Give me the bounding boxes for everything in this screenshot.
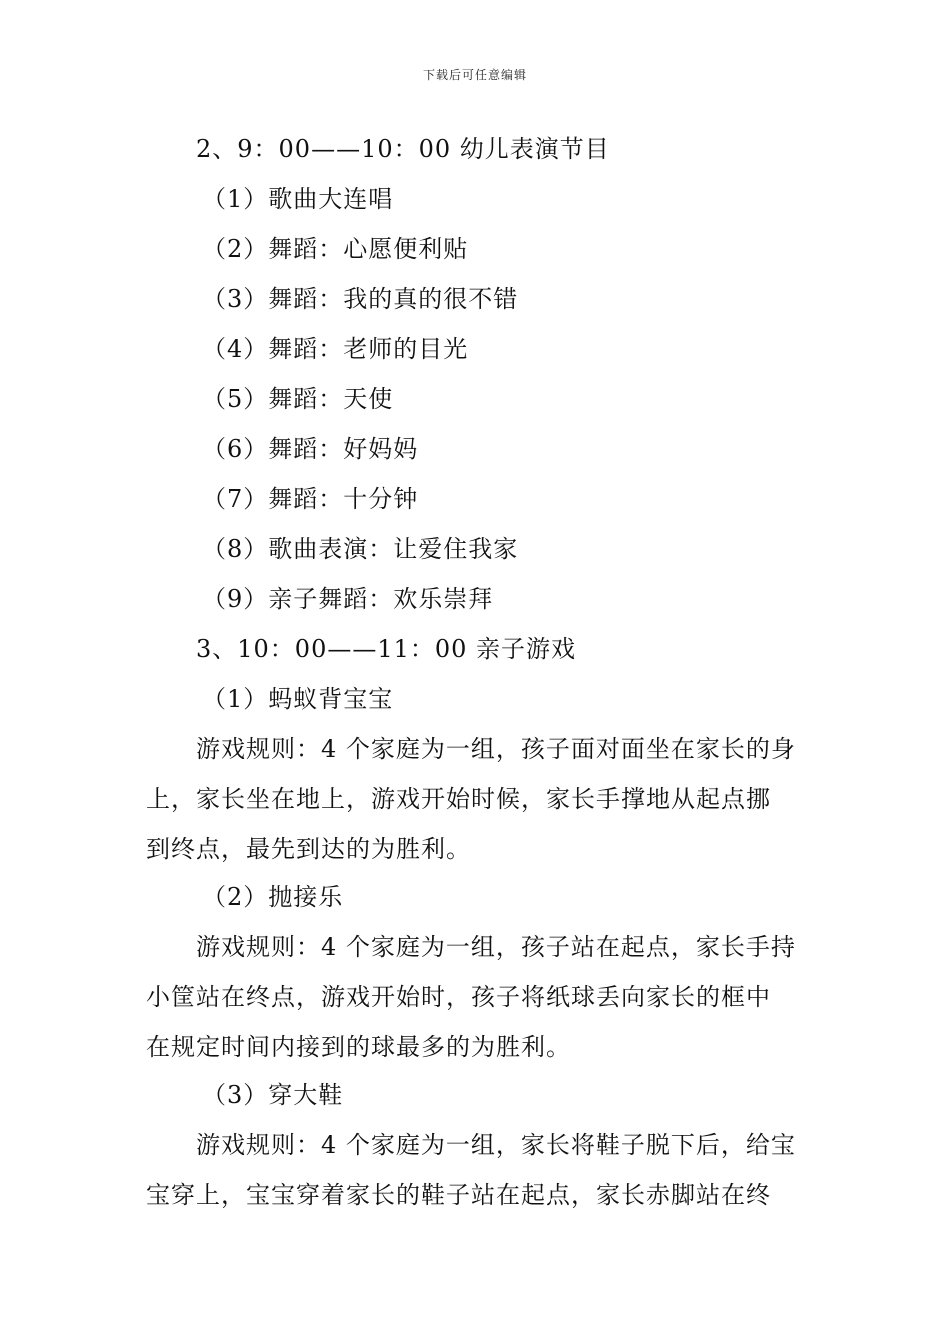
list-item: （4）舞蹈：老师的目光 [202, 335, 469, 363]
game-rules-text: 游戏规则：4 个家庭为一组，孩子面对面坐在家长的身 [196, 735, 796, 763]
list-item: （7）舞蹈：十分钟 [202, 485, 419, 513]
game-rules-text: 在规定时间内接到的球最多的为胜利。 [146, 1033, 571, 1061]
game-rules-text: 上，家长坐在地上，游戏开始时候，家长手撑地从起点挪 [146, 785, 771, 813]
game-title: （1）蚂蚁背宝宝 [202, 685, 394, 713]
list-item: （3）舞蹈：我的真的很不错 [202, 285, 519, 313]
section-heading-games: 3、10：00——11：00 亲子游戏 [196, 635, 577, 663]
game-rules-text: 小筐站在终点，游戏开始时，孩子将纸球丢向家长的框中 [146, 983, 771, 1011]
game-title: （2）抛接乐 [202, 883, 344, 911]
list-item: （5）舞蹈：天使 [202, 385, 394, 413]
game-rules-text: 游戏规则：4 个家庭为一组，家长将鞋子脱下后，给宝 [196, 1131, 796, 1159]
list-item: （1）歌曲大连唱 [202, 185, 394, 213]
game-title: （3）穿大鞋 [202, 1081, 344, 1109]
game-rules-text: 宝穿上，宝宝穿着家长的鞋子站在起点，家长赤脚站在终 [146, 1181, 771, 1209]
game-rules-text: 到终点，最先到达的为胜利。 [146, 835, 471, 863]
section-heading-performances: 2、9：00——10：00 幼儿表演节目 [196, 135, 610, 163]
list-item: （6）舞蹈：好妈妈 [202, 435, 419, 463]
list-item: （9）亲子舞蹈：欢乐崇拜 [202, 585, 494, 613]
list-item: （8）歌曲表演：让爱住我家 [202, 535, 519, 563]
game-rules-text: 游戏规则：4 个家庭为一组，孩子站在起点，家长手持 [196, 933, 796, 961]
page-header: 下载后可任意编辑 [422, 68, 527, 82]
list-item: （2）舞蹈：心愿便利贴 [202, 235, 469, 263]
